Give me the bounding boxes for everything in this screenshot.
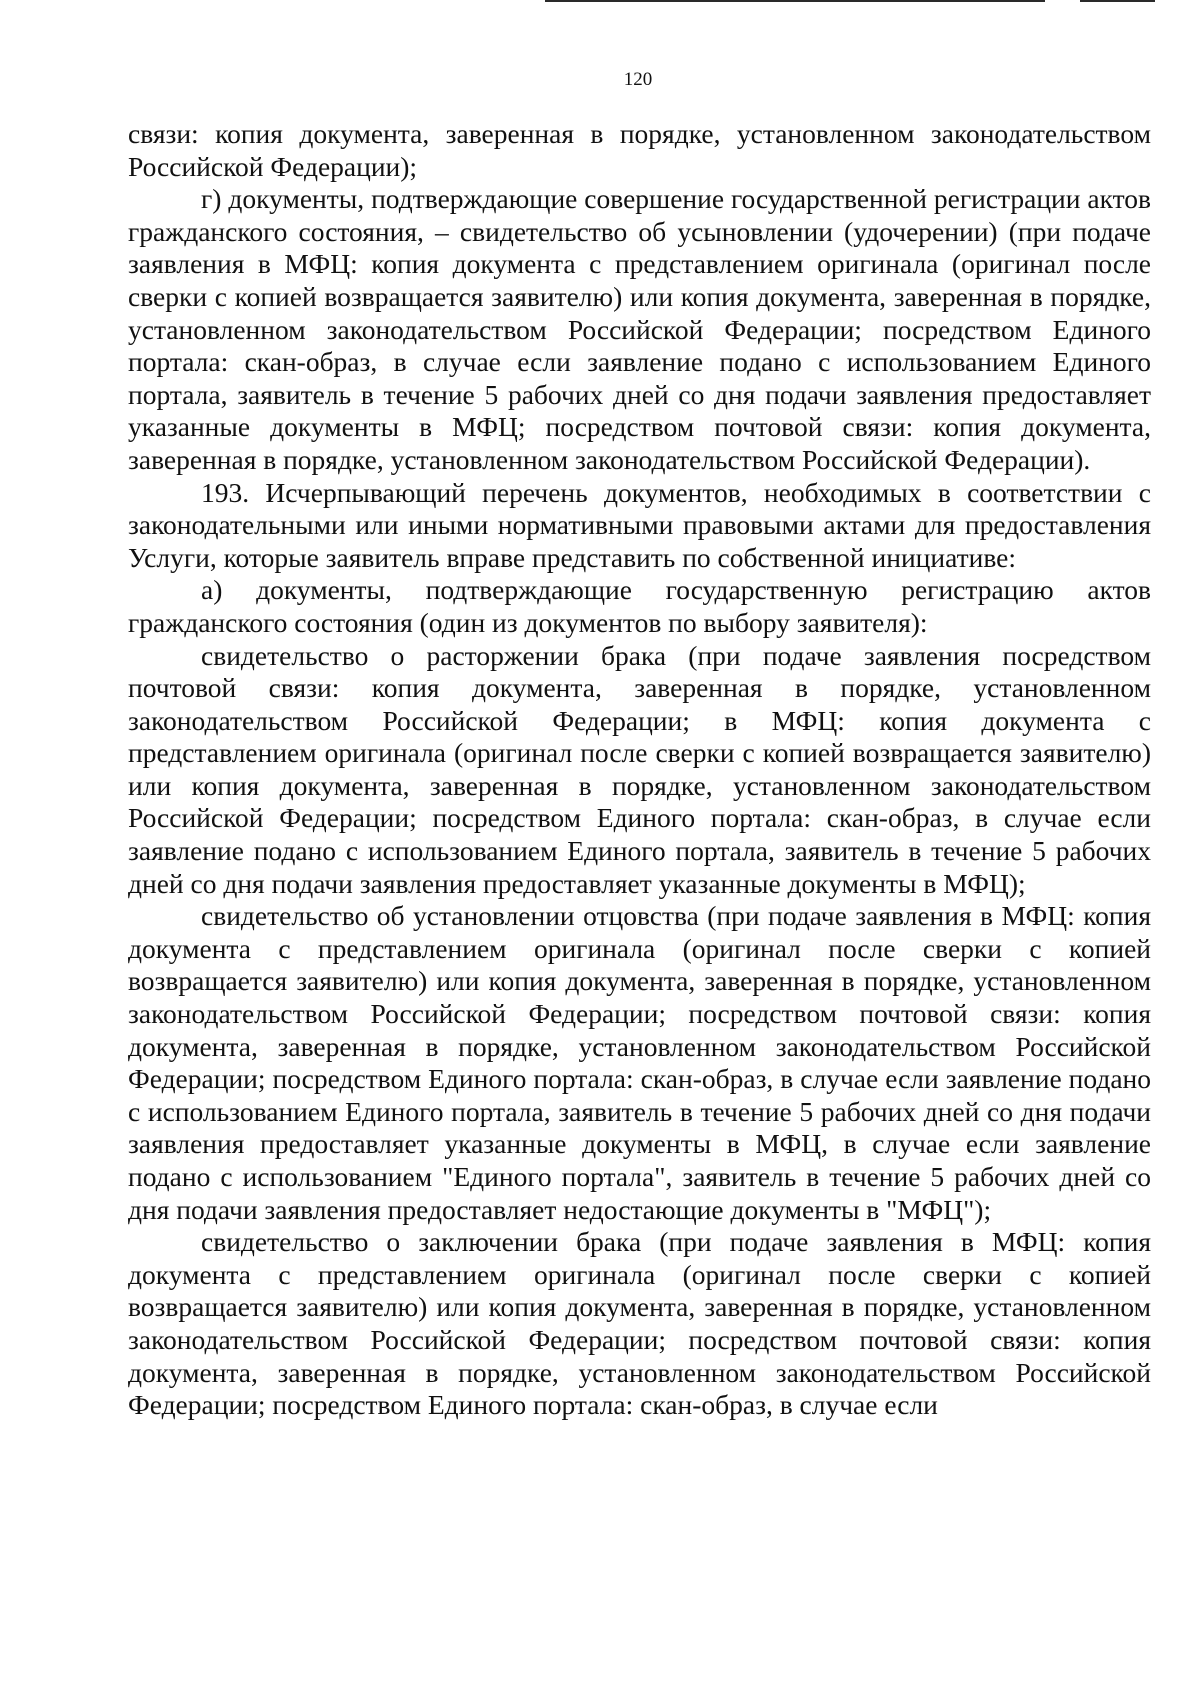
page-number: 120 xyxy=(623,69,653,90)
paragraph-continuation: связи: копия документа, заверенная в порядке, установленном законодательством Российской Федерации); xyxy=(128,118,1151,182)
scan-top-edge-line-right xyxy=(1080,0,1155,2)
paragraph-item-g: г) документы, подтверждающие совершение государственной регистрации актов гражданского состояния, – свидетельство об усыновлении (удочерении) (при подаче заявления в МФЦ: копия документа с представлением оригинала (оригинал после сверки с копией возвращается заявителю) или копия документа, заверенная в порядке, установленном законодательством Российской Федерации; посредством Единого портала: скан-образ, в случае если заявление подано с использованием Единого портала, заявитель в течение 5 рабочих дней со дня подачи заявления предоставляет указанные документы в МФЦ; посредством почтовой связи: копия документа, заверенная в порядке, установленном законодательством Российской Федерации). xyxy=(128,183,1151,475)
paragraph-item-a: а) документы, подтверждающие государственную регистрацию актов гражданского состояния (один из документов по выбору заявителя): xyxy=(128,574,1151,638)
paragraph-divorce-certificate: свидетельство о расторжении брака (при подаче заявления посредством почтовой связи: копия документа, заверенная в порядке, установленном законодательством Российской Федерации; в МФЦ: копия документа с представлением оригинала (оригинал после сверки с копией возвращается заявителю) или копия документа, заверенная в порядке, установленном законодательством Российской Федерации; посредством Единого портала: скан-образ, в случае если заявление подано с использованием Единого портала, заявитель в течение 5 рабочих дней со дня подачи заявления предоставляет указанные документы в МФЦ); xyxy=(128,639,1151,899)
paragraph-193: 193. Исчерпывающий перечень документов, необходимых в соответствии с законодательными или иными нормативными правовыми актами для предоставления Услуги, которые заявитель вправе представить по собственной инициативе: xyxy=(128,476,1151,573)
scan-top-edge-line xyxy=(545,0,1045,2)
document-body xyxy=(128,118,1151,1422)
paragraph-marriage-certificate: свидетельство о заключении брака (при подаче заявления в МФЦ: копия документа с представлением оригинала (оригинал после сверки с копией возвращается заявителю) или копия документа, заверенная в порядке, установленном законодательством Российской Федерации; посредством почтовой связи: копия документа, заверенная в порядке, установленном законодательством Российской Федерации; посредством Единого портала: скан-образ, в случае если xyxy=(128,1226,1151,1421)
paragraph-paternity-certificate: свидетельство об установлении отцовства (при подаче заявления в МФЦ: копия документа с представлением оригинала (оригинал после сверки с копией возвращается заявителю) или копия документа, заверенная в порядке, установленном законодательством Российской Федерации; посредством почтовой связи: копия документа, заверенная в порядке, установленном законодательством Российской Федерации; посредством Единого портала: скан-образ, в случае если заявление подано с использованием Единого портала, заявитель в течение 5 рабочих дней со дня подачи заявления предоставляет указанные документы в МФЦ, в случае если заявление подано с использованием "Единого портала", заявитель в течение 5 рабочих дней со дня подачи заявления предоставляет недостающие документы в "МФЦ"); xyxy=(128,900,1151,1225)
